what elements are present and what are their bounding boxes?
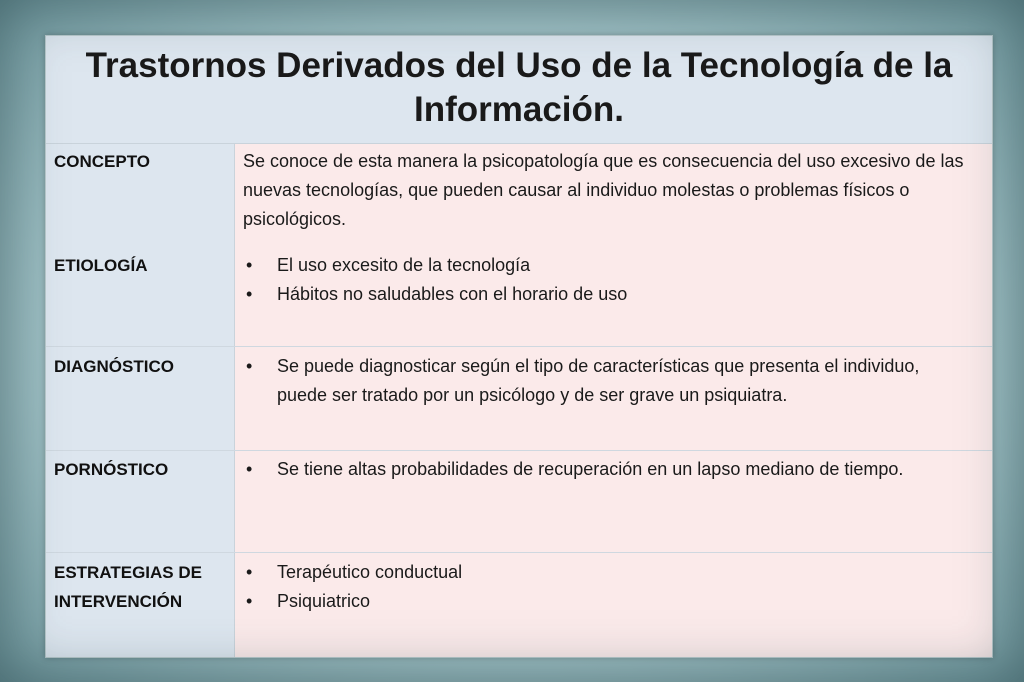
row-content-estrategias <box>243 558 973 616</box>
list-item: • Se puede diagnosticar según el tipo de características que presenta el individuo, puede ser tratado por un psicólogo y de ser grave un psiquiatra. <box>243 352 973 410</box>
title-row <box>46 36 992 144</box>
row-divider <box>46 552 992 553</box>
label-line: INTERVENCIÓN <box>54 592 183 611</box>
row-label-pronostico: PORNÓSTICO <box>54 460 169 479</box>
row-label-estrategias <box>54 558 202 616</box>
slide-title: Trastornos Derivados del Uso de la Tecnología de la Información. <box>85 46 953 129</box>
slide <box>45 35 993 658</box>
row-label-diagnostico: DIAGNÓSTICO <box>54 357 174 376</box>
pronostico-text: Se tiene altas probabilidades de recuperación en un lapso mediano de tiempo. <box>277 459 904 479</box>
row-label-concepto: CONCEPTO <box>54 152 151 171</box>
list-item: • Terapéutico conductual <box>243 558 973 587</box>
row-divider <box>46 450 992 451</box>
row-content-etiologia <box>243 251 973 309</box>
row-label-etiologia: ETIOLOGÍA <box>54 256 148 275</box>
list-item: • Hábitos no saludables con el horario de uso <box>243 280 973 309</box>
row-text-concepto: Se conoce de esta manera la psicopatología que es consecuencia del uso excesivo de las nuevas tecnologías, que pueden causar al individuo molestas o problemas físicos o psicológicos. <box>243 151 964 229</box>
row-divider <box>46 346 992 347</box>
list-item: • El uso excesito de la tecnología <box>243 251 973 280</box>
label-line: ESTRATEGIAS DE <box>54 563 202 582</box>
list-item: • Psiquiatrico <box>243 587 973 616</box>
row-content-pronostico <box>243 455 973 484</box>
bullet-icon: • <box>246 459 253 479</box>
row-content-diagnostico <box>243 352 973 410</box>
